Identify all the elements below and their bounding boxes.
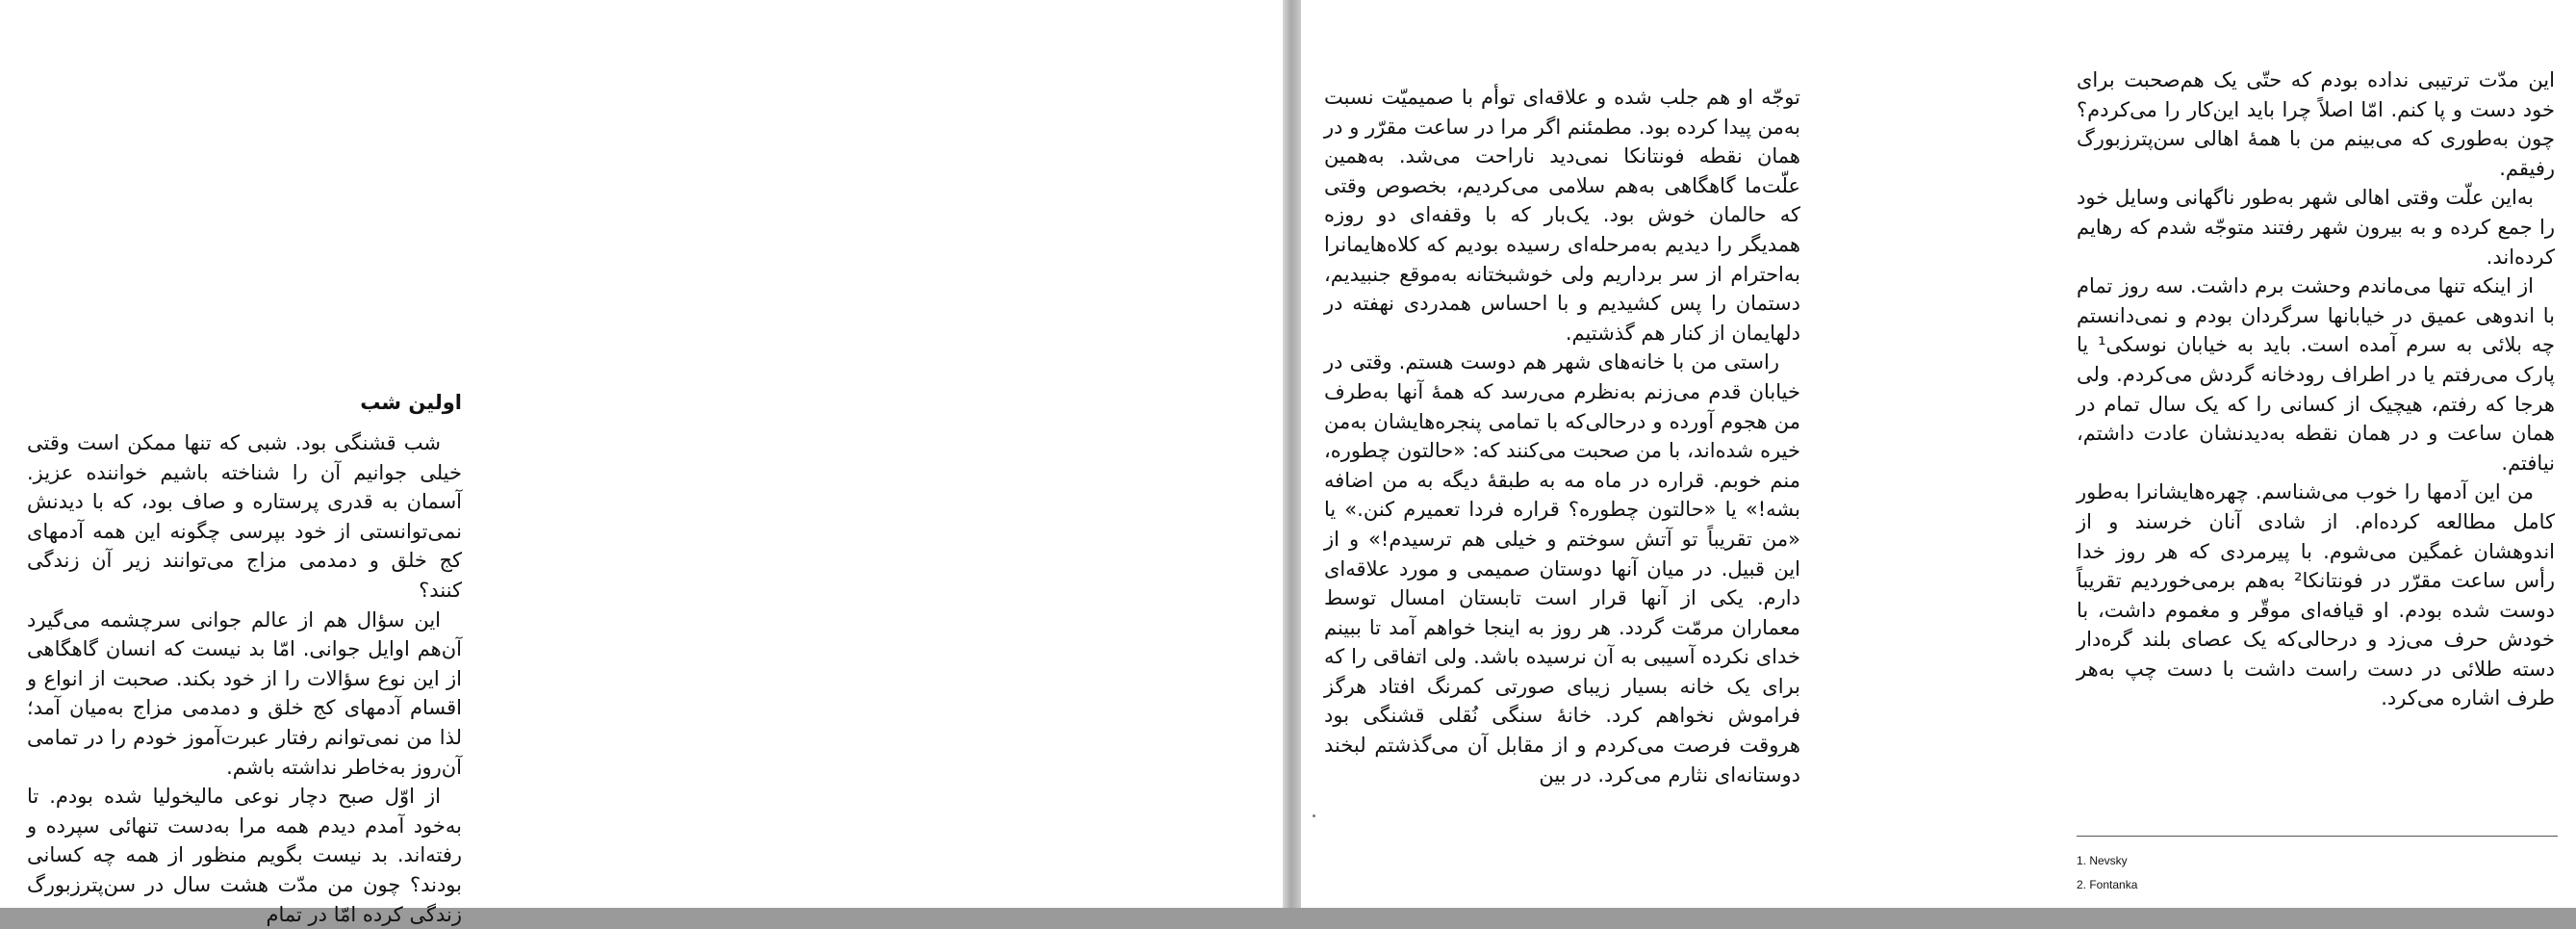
paragraph: من این آدمها را خوب می‌شناسم. چهره‌هایشانرا به‌طور کامل مطالعه کرده‌ام. از شادی آنان خرسند و از اندوهشان غمگین می‌شوم. با پیرمردی که هر روز خدا رأس ساعت مقرّر در فونتانکا² به‌هم برمی‌خوردیم تقریباً دوست شده بودم. او قیافه‌ای موقّر و مغموم داشت، با خودش حرف می‌زد و درحالی‌که یک عصای بلند گره‌دار دسته طلائی در دست راست داشت با دست چپ به‌هر طرف اشاره می‌کرد. [2077,480,2555,710]
footnote: 2. Fontanka [2077,878,2138,891]
right-page-column-right [2077,65,2555,713]
right-page-column-left [1324,83,1800,789]
paragraph: از اینکه تنها می‌ماندم وحشت برم داشت. سه روز تمام با اندوهی عمیق در خیابانها سرگردان بودم و نمی‌دانستم چه بلائی به سرم آمده است. باید به خیابان نوسکی¹ یا پارک می‌رفتم یا در اطراف رودخانه گردش می‌کردم. ولی هرجا که رفتم، هیچیک از کسانی را که یک سال تمام در همان ساعت و در همان نقطه به‌دیدنشان عادت داشتم، نیافتم. [2077,274,2555,475]
page-gutter [1283,0,1301,908]
paragraph: به‌این علّت وقتی اهالی شهر به‌طور ناگهانی وسایل خود را جمع کرده و به بیرون شهر رفتند متوجّه شدم که رهایم کرده‌اند. [2077,186,2555,269]
paragraph: این مدّت ترتیبی نداده بودم که حتّی یک هم‌صحبت برای خود دست و پا کنم. امّا اصلاً چرا باید این‌کار را می‌کردم؟ چون به‌طوری که می‌بینم من با همهٔ اهالی سن‌پترزبورگ رفیقم. [2077,68,2555,180]
scan-speck [1313,814,1315,817]
paragraph: توجّه او هم جلب شده و علاقه‌ای توأم با صمیمیّت نسبت به‌من پیدا کرده بود. مطمئنم اگر مرا در ساعت مقرّر و در همان نقطه فونتانکا نمی‌دید ناراحت می‌شد. به‌همین علّت‌ما گاهگاهی به‌هم سلامی می‌کردیم، بخصوص وقتی که حالمان خوش بود. یک‌بار که با وقفه‌ای دو روزه همدیگر را دیدیم به‌مرحله‌ای رسیده بودیم که کلاه‌هایمانرا به‌احترام از سر برداریم ولی خوشبختانه به‌موقع جنبیدیم، دستمان را پس کشیدیم و با احساس همدردی نهفته در دلهایمان از کنار هم گذشتیم. [1324,86,1800,345]
paragraph: این سؤال هم از عالم جوانی سرچشمه می‌گیرد آن‌هم اوایل جوانی. امّا بد نیست که انسان گاهگاهی از این نوع سؤالات را از خود بکند. صحبت از انواع و اقسام آدمهای کج خلق و دمدمی مزاج به‌میان آمد؛ لذا من نمی‌توانم رفتار عبرت‌آموز خودم را در تمامی آن‌روز به‌خاطر نداشته باشم. [27,607,462,779]
footnote: 1. Nevsky [2077,854,2128,867]
paragraph: شب قشنگی بود. شبی که تنها ممکن است وقتی خیلی جوانیم آن را شناخته باشیم خواننده عزیز. آسمان به قدری پرستاره و صاف بود، که با دیدنش نمی‌توانستی از خود بپرسی چگونه این همه آدمهای کج خلق و دمدمی مزاج می‌توانند زیر آن زندگی کنند؟ [27,431,462,602]
paragraph: از اوّل صبح دچار نوعی مالیخولیا شده بودم. تا به‌خود آمدم دیدم همه مرا به‌دست تنهائی سپرده و رفته‌اند. بد نیست بگویم منظور از همه چه کسانی بودند؟ چون من مدّت هشت سال در سن‌پترزبورگ زندگی کرده امّا در تمام [27,785,462,926]
chapter-heading: اولین شب [360,391,462,414]
left-page-text-column [27,388,462,929]
left-page [0,0,1283,926]
paragraph: راستی من با خانه‌های شهر هم دوست هستم. وقتی در خیابان قدم می‌زنم به‌نظرم می‌رسد که همهٔ آنها به‌طرف من هجوم آورده و درحالی‌که با تمامی پنجره‌هایشان به‌من خیره شده‌اند، با من صحبت می‌کنند که: «حالتون چطوره، منم خوبم. قراره در ماه مه به طبقهٔ دیگه به من اضافه بشه!» یا «حالتون چطوره؟ قراره فردا تعمیرم کنن.» یا «من تقریباً تو آتش سوختم و خیلی هم ترسیدم!» و از این قبیل. در میان آنها دوستان صمیمی و مورد علاقه‌ای دارم. یکی از آنها قرار است تابستان امسال توسط معماران مرمّت گردد. هر روز به اینجا خواهم آمد تا ببینم خدای نکرده آسیبی به آن نرسیده باشد. ولی اتفاقی را که برای یک خانه بسیار زیبای صورتی کمرنگ افتاد هرگز فراموش نخواهم کرد. خانهٔ سنگی نُقلی قشنگی بود هروقت فرصت می‌کردم و از مقابل آن می‌گذشتم لبخند دوستانه‌ای نثارم می‌کرد. در بین [1324,350,1800,787]
footnotes [2077,836,2555,897]
